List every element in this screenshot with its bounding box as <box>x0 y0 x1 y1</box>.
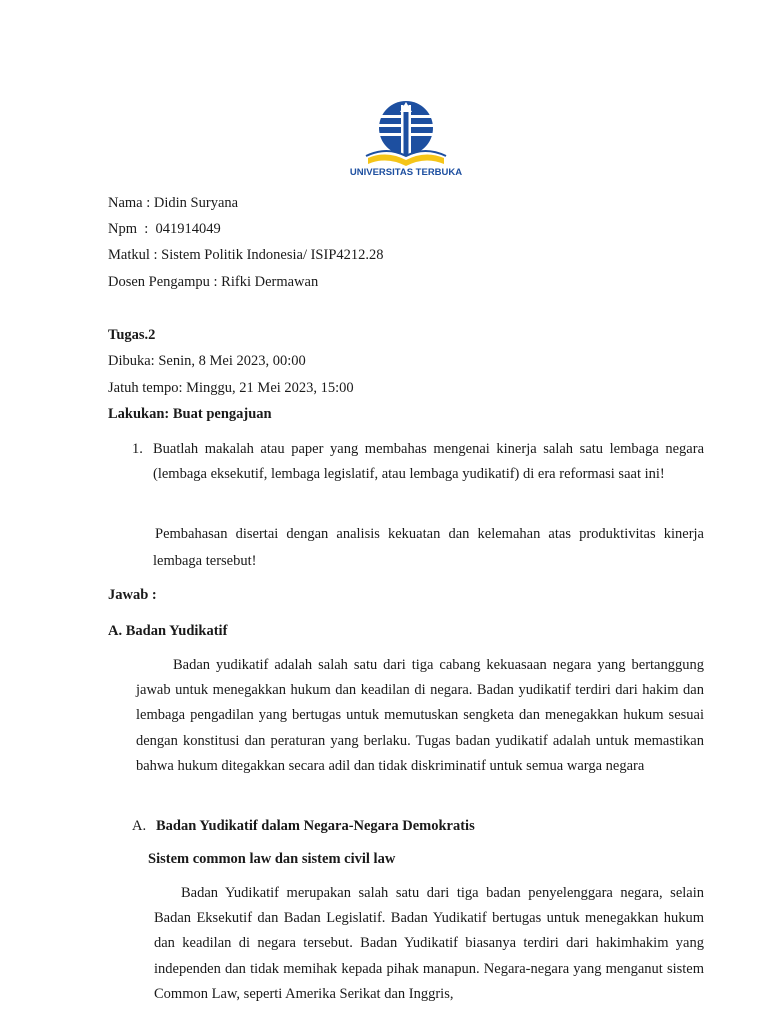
section-a-title: A. Badan Yudikatif <box>108 623 228 639</box>
task-item-number: 1. <box>132 441 143 457</box>
student-npm: Npm : 041914049 <box>108 221 221 237</box>
subsection-letter: A. <box>132 818 147 834</box>
answer-label: Jawab : <box>108 587 157 603</box>
task-action: Lakukan: Buat pengajuan <box>108 406 272 422</box>
lecturer-name: Dosen Pengampu : Rifki Dermawan <box>108 274 319 290</box>
final-paragraph: Badan Yudikatif merupakan salah satu dari tiga badan penyelenggara negara, selain Badan Eksekutif dan Badan Legislatif. Badan Yudikatif bertugas untuk menegakkan hukum dan keadilan di negara tersebut. Badan Yudikatif biasanya terdiri dari hakimhakim yang independen dan tidak memihak kepada pihak manapun. Negara-negara yang menganut sistem Common Law, seperti Amerika Serikat dan Inggris, <box>154 885 704 1002</box>
task-item-text: Buatlah makalah atau paper yang membahas mengenai kinerja salah satu lembaga negara (lembaga eksekutif, lembaga legislatif, atau lembaga yudikatif) di era reformasi saat ini! <box>153 441 704 483</box>
task-title: Tugas.2 <box>108 327 156 343</box>
course-name: Matkul : Sistem Politik Indonesia/ ISIP4212.28 <box>108 247 384 263</box>
subsection-title: Badan Yudikatif dalam Negara-Negara Demokratis <box>156 818 475 834</box>
task-opened: Dibuka: Senin, 8 Mei 2023, 00:00 <box>108 353 306 369</box>
logo-text: UNIVERSITAS TERBUKA <box>349 167 463 178</box>
subsubsection-title: Sistem common law dan sistem civil law <box>148 851 396 867</box>
task-due: Jatuh tempo: Minggu, 21 Mei 2023, 15:00 <box>108 380 354 396</box>
universitas-terbuka-logo <box>332 100 480 178</box>
task-item-note: Pembahasan disertai dengan analisis kekuatan dan kelemahan atas produktivitas kinerja lembaga tersebut! <box>153 526 704 569</box>
student-name: Nama : Didin Suryana <box>108 195 239 211</box>
section-a-paragraph: Badan yudikatif adalah salah satu dari tiga cabang kekuasaan negara yang bertanggung jawab untuk menegakkan hukum dan keadilan di negara. Badan yudikatif terdiri dari hakim dan lembaga pengadilan yang bertugas untuk memutuskan sengketa dan menegakkan hukum sesuai dengan konstitusi dan peraturan yang berlaku. Tugas badan yudikatif adalah untuk memastikan bahwa hukum ditegakkan secara adil dan tidak diskriminatif untuk semua warga negara <box>136 657 704 774</box>
